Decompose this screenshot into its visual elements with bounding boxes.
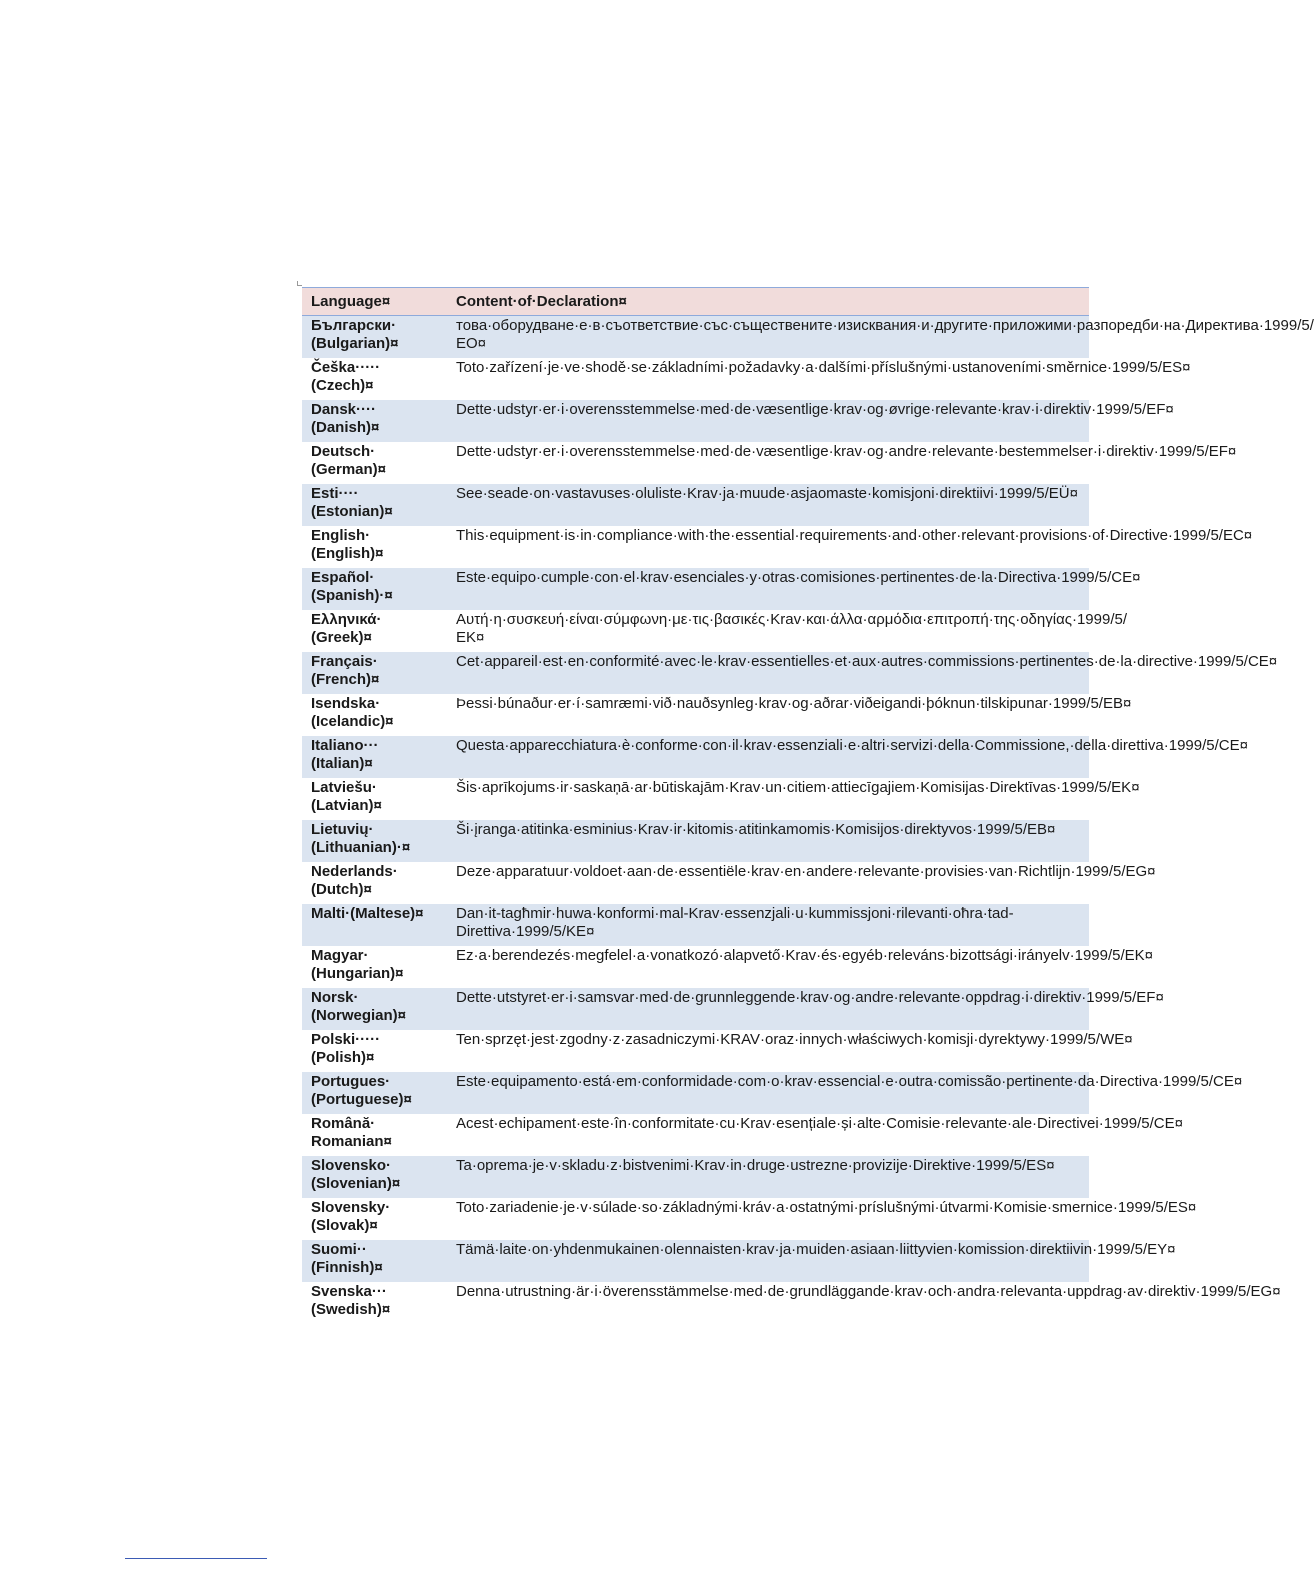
table-row <box>302 316 1089 358</box>
language-name: Español· (Spanish)·¤ <box>311 568 393 604</box>
language-cell <box>302 526 447 568</box>
declaration-text: Ten·sprzęt·jest·zgodny·z·zasadniczymi·KRAV·oraz·innych·właściwych·komisji·dyrektywy·1999/5/WE¤ <box>456 1030 1133 1048</box>
language-name: Malti·(Maltese)¤ <box>311 904 424 922</box>
language-name: Portugues· (Portuguese)¤ <box>311 1072 412 1108</box>
language-name: Svenska··· (Swedish)¤ <box>311 1282 391 1318</box>
table-row <box>302 568 1089 610</box>
language-name: Nederlands· (Dutch)¤ <box>311 862 398 898</box>
language-name: Ελληνικά· (Greek)¤ <box>311 610 382 646</box>
anchor-mark <box>297 281 302 286</box>
language-name: Français· (French)¤ <box>311 652 380 688</box>
table-row <box>302 946 1089 988</box>
declaration-text: Acest·echipament·este·în·conformitate·cu·Krav·esențiale·și·alte·Comisie·relevante·ale·Directivei·1999/5/CE¤ <box>456 1114 1183 1132</box>
table-row <box>302 610 1089 652</box>
declaration-cell <box>447 862 1156 904</box>
language-name: Slovensko· (Slovenian)¤ <box>311 1156 401 1192</box>
declaration-cell <box>447 1156 1089 1198</box>
declaration-cell <box>447 484 1089 526</box>
declaration-text: Ta·oprema·je·v·skladu·z·bistvenimi·Krav·in·druge·ustrezne·provizije·Direktive·1999/5/ES¤ <box>456 1156 1055 1174</box>
table-row <box>302 694 1089 736</box>
language-name: Italiano··· (Italian)¤ <box>311 736 379 772</box>
declaration-text: Dette·udstyr·er·i·overensstemmelse·med·de·væsentlige·krav·og·andre·relevante·bestemmelser·i·direktiv·1999/5/EF¤ <box>456 442 1237 460</box>
declaration-cell <box>447 946 1154 988</box>
declaration-table <box>302 287 1314 1324</box>
language-cell <box>302 568 447 610</box>
table-row <box>302 778 1089 820</box>
declaration-cell <box>447 1198 1197 1240</box>
declaration-text: Toto·zařízení·je·ve·shodě·se·základními·požadavky·a·dalšími·příslušnými·ustanoveními·směrnice·1999/5/ES¤ <box>456 358 1191 376</box>
declaration-text: Tämä·laite·on·yhdenmukainen·olennaisten·krav·ja·muiden·asiaan·liittyvien·komission·direktiivin·1999/5/EY¤ <box>456 1240 1176 1258</box>
declaration-cell <box>447 568 1141 610</box>
declaration-cell <box>447 988 1164 1030</box>
language-cell <box>302 694 447 736</box>
declaration-cell <box>447 778 1140 820</box>
table-row <box>302 1072 1089 1114</box>
language-name: English· (English)¤ <box>311 526 384 562</box>
table-header-row <box>302 288 1089 316</box>
declaration-text: Deze·apparatuur·voldoet·aan·de·essentiële·krav·en·andere·relevante·provisies·van·Richtlijn·1999/5/EG¤ <box>456 862 1156 880</box>
declaration-cell <box>447 1072 1243 1114</box>
language-cell <box>302 1240 447 1282</box>
declaration-cell <box>447 610 1128 652</box>
language-cell <box>302 736 447 778</box>
table-row <box>302 442 1089 484</box>
declaration-cell <box>447 358 1191 400</box>
declaration-text: Ez·a·berendezés·megfelel·a·vonatkozó·alapvető·Krav·és·egyéb·releváns·bizottsági·irányelv·1999/5/EK¤ <box>456 946 1154 964</box>
declaration-cell <box>447 1240 1176 1282</box>
declaration-text: Šis·aprīkojums·ir·saskaņā·ar·būtiskajām·Krav·un·citiem·attiecīgajiem·Komisijas·Direktīvas·1999/5/EK¤ <box>456 778 1140 796</box>
language-cell <box>302 316 447 358</box>
declaration-text: Este·equipamento·está·em·conformidade·com·o·krav·essencial·e·outra·comissão·pertinente·da·Directiva·1999/5/CE¤ <box>456 1072 1243 1090</box>
declaration-text: Dette·utstyret·er·i·samsvar·med·de·grunnleggende·krav·og·andre·relevante·oppdrag·i·direktiv·1999/5/EF¤ <box>456 988 1164 1006</box>
table-row <box>302 988 1089 1030</box>
language-name: Dansk···· (Danish)¤ <box>311 400 380 436</box>
language-cell <box>302 1114 447 1156</box>
language-name: Latviešu· (Latvian)¤ <box>311 778 382 814</box>
table-body <box>302 316 1314 1324</box>
language-cell <box>302 778 447 820</box>
language-cell <box>302 1198 447 1240</box>
declaration-cell <box>447 736 1248 778</box>
language-cell <box>302 1030 447 1072</box>
declaration-text: Este·equipo·cumple·con·el·krav·esenciales·y·otras·comisiones·pertinentes·de·la·Directiva·1999/5/CE¤ <box>456 568 1141 586</box>
language-name: Română· Romanian¤ <box>311 1114 392 1150</box>
table-row <box>302 652 1089 694</box>
table-row <box>302 736 1089 778</box>
declaration-cell <box>447 316 1314 358</box>
declaration-cell <box>447 652 1278 694</box>
language-name: Polski····· (Polish)¤ <box>311 1030 381 1066</box>
language-name: Suomi·· (Finnish)¤ <box>311 1240 383 1276</box>
language-cell <box>302 652 447 694</box>
language-name: Slovensky· (Slovak)¤ <box>311 1198 391 1234</box>
declaration-cell <box>447 820 1089 862</box>
declaration-cell <box>447 904 1089 946</box>
declaration-text: това·оборудване·е·в·съответствие·със·съществените·изисквания·и·другите·приложими·разпоредби·на·Директива·1999/5/ЕО¤ <box>456 317 1314 352</box>
declaration-cell <box>447 694 1132 736</box>
declaration-text: Dette·udstyr·er·i·overensstemmelse·med·de·væsentlige·krav·og·øvrige·relevante·krav·i·direktiv·1999/5/EF¤ <box>456 400 1174 418</box>
table-row <box>302 526 1089 568</box>
table-row <box>302 1156 1089 1198</box>
declaration-cell <box>447 1282 1281 1324</box>
table-row <box>302 400 1089 442</box>
declaration-text: Ši·įranga·atitinka·esminius·Krav·ir·kitomis·atitinkamomis·Komisijos·direktyvos·1999/5/EB¤ <box>456 820 1056 838</box>
table-row <box>302 820 1089 862</box>
language-name: Isendska· (Icelandic)¤ <box>311 694 394 730</box>
language-name: Esti···· (Estonian)¤ <box>311 484 393 520</box>
table-row <box>302 358 1089 400</box>
language-cell <box>302 904 447 946</box>
language-name: Deutsch· (German)¤ <box>311 442 387 478</box>
header-content: Content·of·Declaration¤ <box>447 288 1089 316</box>
language-cell <box>302 1282 447 1324</box>
declaration-cell <box>447 1030 1133 1072</box>
declaration-cell <box>447 442 1237 484</box>
declaration-text: Þessi·búnaður·er·í·samræmi·við·nauðsynleg·krav·og·aðrar·viðeigandi·þóknun·tilskipunar·1999/5/EB¤ <box>456 694 1132 712</box>
table-row <box>302 1114 1089 1156</box>
header-language: Language¤ <box>302 288 447 316</box>
table-row <box>302 862 1089 904</box>
footnote-separator <box>125 1558 267 1559</box>
language-name: Български· (Bulgarian)¤ <box>311 317 399 352</box>
language-name: Češka····· (Czech)¤ <box>311 358 381 394</box>
language-cell <box>302 358 447 400</box>
declaration-cell <box>447 526 1253 568</box>
table-row <box>302 484 1089 526</box>
language-cell <box>302 610 447 652</box>
language-cell <box>302 484 447 526</box>
table-row <box>302 1282 1089 1324</box>
declaration-text: Questa·apparecchiatura·è·conforme·con·il·krav·essenziali·e·altri·servizi·della·Commissione,·della·direttiva·1999/5/CE¤ <box>456 736 1248 754</box>
declaration-text: See·seade·on·vastavuses·oluliste·Krav·ja·muude·asjaomaste·komisjoni·direktiivi·1999/5/EÜ¤ <box>456 484 1078 502</box>
table-row <box>302 904 1089 946</box>
language-cell <box>302 946 447 988</box>
declaration-text: Cet·appareil·est·en·conformité·avec·le·krav·essentielles·et·aux·autres·commissions·pertinentes·de·la·directive·1999/5/CE¤ <box>456 652 1278 670</box>
declaration-text: Denna·utrustning·är·i·överensstämmelse·med·de·grundläggande·krav·och·andra·relevanta·uppdrag·av·direktiv·1999/5/EG¤ <box>456 1282 1281 1300</box>
table-row <box>302 1240 1089 1282</box>
table-row <box>302 1198 1089 1240</box>
declaration-text: Toto·zariadenie·je·v·súlade·so·základnými·kráv·a·ostatnými·príslušnými·útvarmi·Komisie·smernice·1999/5/ES¤ <box>456 1198 1197 1216</box>
declaration-cell <box>447 400 1174 442</box>
language-name: Magyar· (Hungarian)¤ <box>311 946 404 982</box>
declaration-text: Αυτή·η·συσκευή·είναι·σύμφωνη·με·τις·βασικές·Krav·και·άλλα·αρμόδια·επιτροπή·της·οδηγίας·1999/5/ΕΚ¤ <box>456 610 1128 646</box>
language-cell <box>302 1072 447 1114</box>
language-cell <box>302 988 447 1030</box>
language-cell <box>302 1156 447 1198</box>
language-cell <box>302 862 447 904</box>
language-cell <box>302 442 447 484</box>
declaration-text: Dan·it-tagħmir·huwa·konformi·mal-Krav·essenzjali·u·kummissjoni·rilevanti·oħra·tad-Direttiva·1999/5/KE¤ <box>456 904 1014 940</box>
table-row <box>302 1030 1089 1072</box>
declaration-text: This·equipment·is·in·compliance·with·the·essential·requirements·and·other·relevant·provisions·of·Directive·1999/5/EC¤ <box>456 526 1253 544</box>
language-name: Norsk· (Norwegian)¤ <box>311 988 407 1024</box>
language-cell <box>302 400 447 442</box>
language-cell <box>302 820 447 862</box>
language-name: Lietuvių· (Lithuanian)·¤ <box>311 820 411 856</box>
declaration-cell <box>447 1114 1183 1156</box>
